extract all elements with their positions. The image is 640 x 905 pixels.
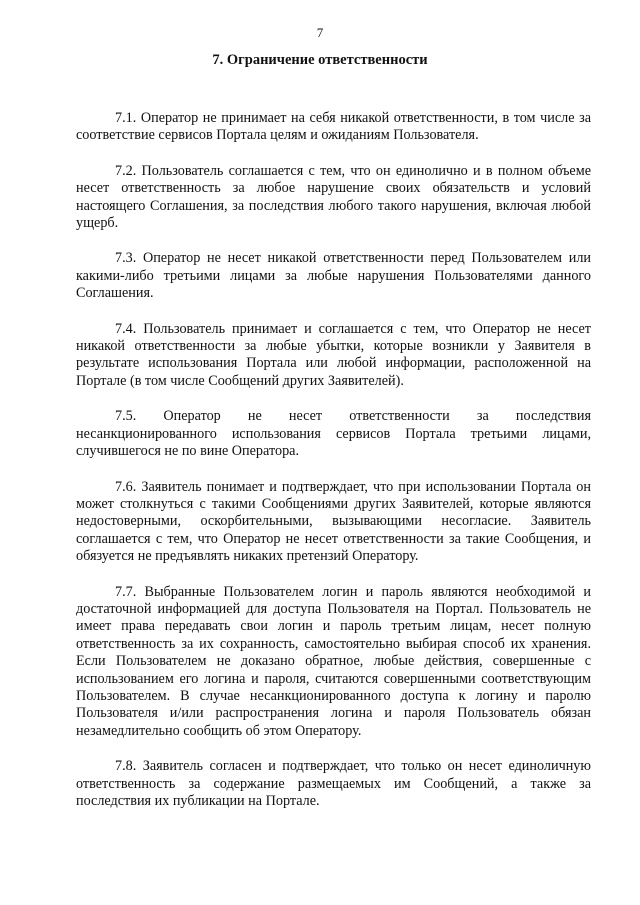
paragraph-7-7: 7.7. Выбранные Пользователем логин и пароль являются необходимой и достаточной информацией для доступа Пользователя на Портал. Пользователь не имеет права передавать свои логин и пароль третьим лицам, несет полную ответственность за их сохранность, самостоятельно выбирая способ их хранения. Если Пользователем не доказано обратное, любые действия, совершенные с использованием его логина и пароля, считаются совершенными соответствующим Пользователем. В случае несанкционированного доступа к логину и паролю Пользователя и/или распространения логина и пароля Пользователь обязан незамедлительно сообщить об этом Оператору. xyxy=(76,583,591,739)
paragraph-7-1: 7.1. Оператор не принимает на себя никакой ответственности, в том числе за соответствие сервисов Портала целям и ожиданиям Пользователя. xyxy=(76,110,591,144)
section-title: 7. Ограничение ответственности xyxy=(212,52,428,68)
paragraph-7-5: 7.5. Оператор не несет ответственности за последствия несанкционированного использования сервисов Портала третьими лицами, случившегося не по вине Оператора. xyxy=(76,408,591,460)
paragraph-7-2: 7.2. Пользователь соглашается с тем, что он единолично и в полном объеме несет ответственность за любое нарушение своих обязательств и условий настоящего Соглашения, за последствия любого такого нарушения, включая любой ущерб. xyxy=(76,162,591,232)
paragraph-7-6: 7.6. Заявитель понимает и подтверждает, что при использовании Портала он может столкнуться с такими Сообщениями других Заявителей, которые являются недостоверными, оскорбительными, вызывающими несогласие. Заявитель соглашается с тем, что Оператор не несет ответственности за такие Сообщения, и обязуется не предъявлять никаких претензий Оператору. xyxy=(76,478,591,565)
paragraph-7-8: 7.8. Заявитель согласен и подтверждает, что только он несет единоличную ответственность за содержание размещаемых им Сообщений, а также за последствия их публикации на Портале. xyxy=(76,758,591,809)
document-body xyxy=(76,110,591,828)
paragraph-7-4: 7.4. Пользователь принимает и соглашается с тем, что Оператор не несет никакой ответственности за любые убытки, которые возникли у Заявителя в результате использования Портала или любой информации, расположенной на Портале (в том числе Сообщений других Заявителей). xyxy=(76,320,591,389)
paragraph-7-3: 7.3. Оператор не несет никакой ответственности перед Пользователем или какими-либо третьими лицами за любые нарушения Пользователями данного Соглашения. xyxy=(76,250,591,302)
page-number: 7 xyxy=(316,25,324,40)
